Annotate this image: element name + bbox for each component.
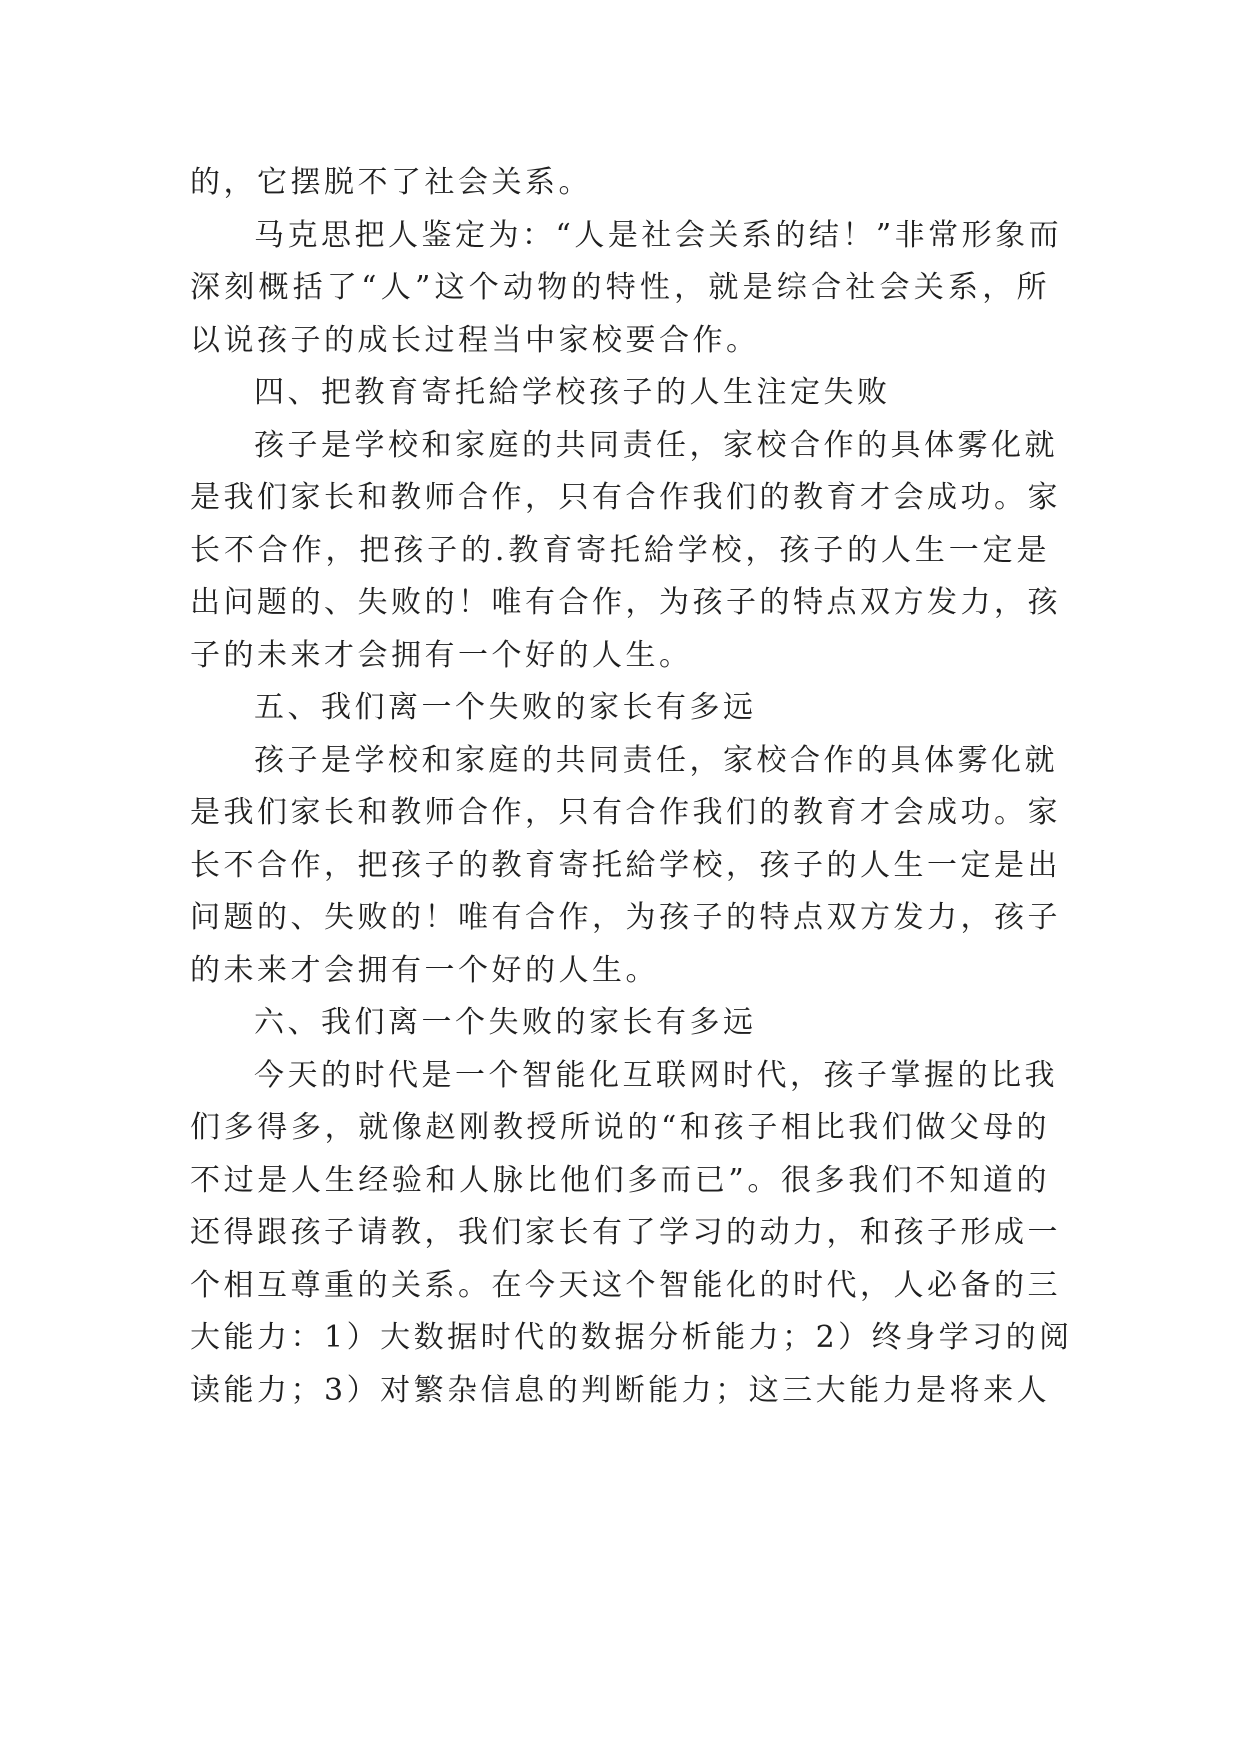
text-line: 不过是人生经验和人脉比他们多而已”。很多我们不知道的 bbox=[190, 1162, 1050, 1198]
text-line: 个相互尊重的关系。在今天这个智能化的时代，人必备的三 bbox=[190, 1267, 1061, 1303]
text-line: 还得跟孩子请教，我们家长有了学习的动力，和孩子形成一 bbox=[190, 1215, 1061, 1250]
text-line: 的，它摆脱不了社会关系。 bbox=[190, 165, 592, 200]
text-line: 是我们家长和教师合作，只有合作我们的教育才会成功。家 bbox=[190, 480, 1061, 515]
text-line: 是我们家长和教师合作，只有合作我们的教育才会成功。家 bbox=[190, 795, 1061, 830]
section-heading-5: 五、我们离一个失败的家长有多远 bbox=[254, 690, 757, 725]
document-body bbox=[190, 157, 1073, 1417]
text-line: 读能力；3）对繁杂信息的判断能力；这三大能力是将来人 bbox=[190, 1372, 1051, 1408]
text-line: 的未来才会拥有一个好的人生。 bbox=[190, 952, 659, 988]
paragraph-first-line: 今天的时代是一个智能化互联网时代，孩子掌握的比我 bbox=[254, 1057, 1058, 1093]
text-line: 长不合作，把孩子的教育寄托給学校，孩子的人生一定是出 bbox=[190, 847, 1061, 883]
text-line: 大能力：1）大数据时代的数据分析能力；2）终身学习的阅 bbox=[190, 1320, 1073, 1355]
paragraph-first-line: 马克思把人鉴定为：“人是社会关系的结！”非常形象而 bbox=[254, 217, 1063, 253]
section-heading-6: 六、我们离一个失败的家长有多远 bbox=[254, 1005, 757, 1040]
text-line: 深刻概括了“人”这个动物的特性，就是综合社会关系，所 bbox=[190, 270, 1050, 305]
text-line: 们多得多，就像赵刚教授所说的“和孩子相比我们做父母的 bbox=[190, 1110, 1050, 1145]
text-line: 出问题的、失败的！唯有合作，为孩子的特点双方发力，孩 bbox=[190, 585, 1061, 620]
text-line: 以说孩子的成长过程当中家校要合作。 bbox=[190, 322, 760, 358]
paragraph-first-line: 孩子是学校和家庭的共同责任，家校合作的具体雾化就 bbox=[254, 427, 1058, 463]
paragraph-first-line: 孩子是学校和家庭的共同责任，家校合作的具体雾化就 bbox=[254, 742, 1058, 778]
text-line: 子的未来才会拥有一个好的人生。 bbox=[190, 637, 693, 673]
text-line: 长不合作，把孩子的.教育寄托給学校，孩子的人生一定是 bbox=[190, 532, 1050, 568]
text-line: 问题的、失败的！唯有合作，为孩子的特点双方发力，孩子 bbox=[190, 900, 1061, 935]
section-heading-4: 四、把教育寄托給学校孩子的人生注定失败 bbox=[254, 375, 891, 410]
